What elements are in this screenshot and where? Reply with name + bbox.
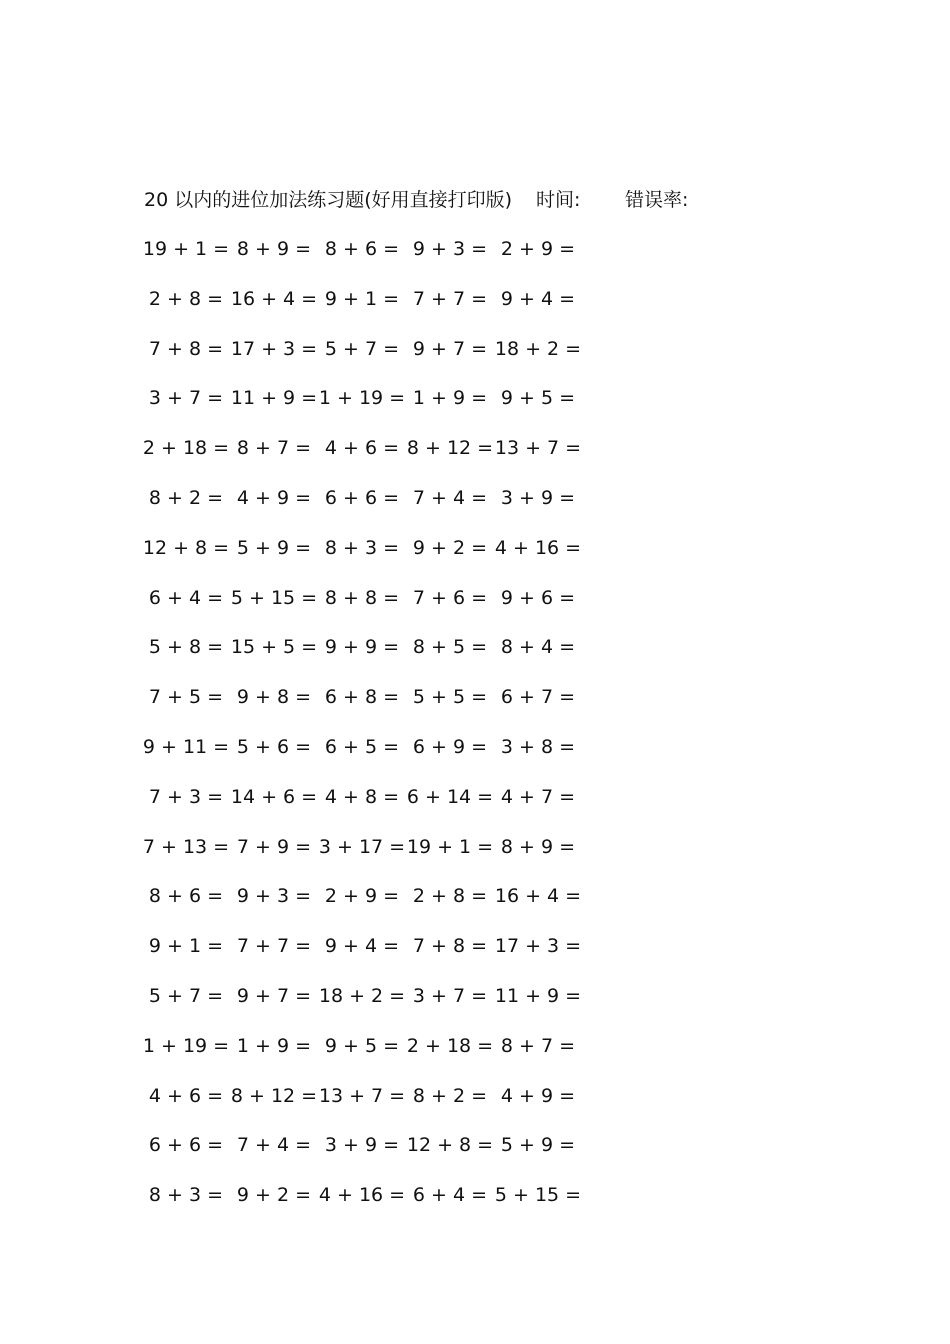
addition-problem: 5 + 15 = bbox=[230, 586, 318, 609]
addition-problem: 8 + 8 = bbox=[324, 586, 400, 609]
addition-problem: 12 + 8 = bbox=[406, 1134, 494, 1157]
addition-problem: 5 + 9 = bbox=[500, 1134, 576, 1157]
addition-problem: 8 + 12 = bbox=[406, 437, 494, 460]
addition-problem: 4 + 6 = bbox=[148, 1084, 224, 1107]
addition-problem: 11 + 9 = bbox=[494, 984, 582, 1007]
addition-problem: 5 + 9 = bbox=[236, 536, 312, 559]
addition-problem: 8 + 4 = bbox=[500, 636, 576, 659]
addition-problem: 8 + 7 = bbox=[500, 1034, 576, 1057]
addition-problem: 1 + 19 = bbox=[318, 387, 406, 410]
problem-row bbox=[142, 684, 592, 734]
addition-problem: 7 + 13 = bbox=[142, 835, 230, 858]
addition-problem: 9 + 11 = bbox=[142, 735, 230, 758]
addition-problem: 12 + 8 = bbox=[142, 536, 230, 559]
addition-problem: 5 + 15 = bbox=[494, 1184, 582, 1207]
addition-problem: 13 + 7 = bbox=[318, 1084, 406, 1107]
addition-problem: 2 + 9 = bbox=[324, 885, 400, 908]
addition-problem: 6 + 4 = bbox=[412, 1184, 488, 1207]
addition-problem: 7 + 6 = bbox=[412, 586, 488, 609]
addition-problem: 4 + 16 = bbox=[318, 1184, 406, 1207]
addition-problem: 6 + 6 = bbox=[148, 1134, 224, 1157]
addition-problem: 11 + 9 = bbox=[230, 387, 318, 410]
problem-row bbox=[142, 883, 592, 933]
problem-grid bbox=[142, 236, 592, 1232]
addition-problem: 9 + 3 = bbox=[236, 885, 312, 908]
addition-problem: 9 + 2 = bbox=[236, 1184, 312, 1207]
addition-problem: 7 + 5 = bbox=[148, 686, 224, 709]
addition-problem: 7 + 4 = bbox=[236, 1134, 312, 1157]
addition-problem: 7 + 8 = bbox=[148, 337, 224, 360]
worksheet-title: 20 以内的进位加法练习题(好用直接打印版) bbox=[144, 189, 513, 211]
problem-row bbox=[142, 385, 592, 435]
addition-problem: 1 + 9 = bbox=[412, 387, 488, 410]
addition-problem: 2 + 9 = bbox=[500, 238, 576, 260]
addition-problem: 9 + 8 = bbox=[236, 686, 312, 709]
addition-problem: 5 + 7 = bbox=[148, 984, 224, 1007]
addition-problem: 8 + 3 = bbox=[324, 536, 400, 559]
addition-problem: 8 + 9 = bbox=[236, 238, 312, 260]
problem-row bbox=[142, 983, 592, 1033]
addition-problem: 8 + 2 = bbox=[412, 1084, 488, 1107]
addition-problem: 9 + 7 = bbox=[412, 337, 488, 360]
addition-problem: 16 + 4 = bbox=[494, 885, 582, 908]
addition-problem: 9 + 4 = bbox=[500, 287, 576, 310]
addition-problem: 9 + 1 = bbox=[148, 935, 224, 958]
addition-problem: 6 + 6 = bbox=[324, 486, 400, 509]
addition-problem: 8 + 12 = bbox=[230, 1084, 318, 1107]
addition-problem: 19 + 1 = bbox=[142, 238, 230, 260]
addition-problem: 15 + 5 = bbox=[230, 636, 318, 659]
addition-problem: 8 + 9 = bbox=[500, 835, 576, 858]
addition-problem: 9 + 6 = bbox=[500, 586, 576, 609]
addition-problem: 7 + 7 = bbox=[236, 935, 312, 958]
addition-problem: 13 + 7 = bbox=[494, 437, 582, 460]
addition-problem: 9 + 3 = bbox=[412, 238, 488, 260]
addition-problem: 7 + 7 = bbox=[412, 287, 488, 310]
addition-problem: 9 + 1 = bbox=[324, 287, 400, 310]
addition-problem: 5 + 7 = bbox=[324, 337, 400, 360]
addition-problem: 9 + 7 = bbox=[236, 984, 312, 1007]
problem-row bbox=[142, 784, 592, 834]
addition-problem: 3 + 7 = bbox=[148, 387, 224, 410]
addition-problem: 4 + 16 = bbox=[494, 536, 582, 559]
addition-problem: 3 + 8 = bbox=[500, 735, 576, 758]
addition-problem: 6 + 7 = bbox=[500, 686, 576, 709]
addition-problem: 4 + 8 = bbox=[324, 785, 400, 808]
addition-problem: 9 + 5 = bbox=[324, 1034, 400, 1057]
addition-problem: 6 + 4 = bbox=[148, 586, 224, 609]
problem-row bbox=[142, 336, 592, 386]
problem-row bbox=[142, 485, 592, 535]
addition-problem: 17 + 3 = bbox=[230, 337, 318, 360]
addition-problem: 4 + 6 = bbox=[324, 437, 400, 460]
problem-row bbox=[142, 435, 592, 485]
problem-row bbox=[142, 634, 592, 684]
addition-problem: 2 + 18 = bbox=[406, 1034, 494, 1057]
addition-problem: 6 + 5 = bbox=[324, 735, 400, 758]
addition-problem: 8 + 5 = bbox=[412, 636, 488, 659]
addition-problem: 3 + 7 = bbox=[412, 984, 488, 1007]
problem-row bbox=[142, 1132, 592, 1182]
problem-row bbox=[142, 834, 592, 884]
addition-problem: 8 + 3 = bbox=[148, 1184, 224, 1207]
addition-problem: 4 + 9 = bbox=[236, 486, 312, 509]
addition-problem: 9 + 2 = bbox=[412, 536, 488, 559]
addition-problem: 5 + 8 = bbox=[148, 636, 224, 659]
addition-problem: 7 + 8 = bbox=[412, 935, 488, 958]
addition-problem: 8 + 6 = bbox=[148, 885, 224, 908]
addition-problem: 2 + 18 = bbox=[142, 437, 230, 460]
addition-problem: 7 + 4 = bbox=[412, 486, 488, 509]
addition-problem: 1 + 9 = bbox=[236, 1034, 312, 1057]
addition-problem: 6 + 9 = bbox=[412, 735, 488, 758]
addition-problem: 16 + 4 = bbox=[230, 287, 318, 310]
addition-problem: 8 + 7 = bbox=[236, 437, 312, 460]
addition-problem: 5 + 5 = bbox=[412, 686, 488, 709]
problem-row bbox=[142, 236, 592, 286]
problem-row bbox=[142, 1083, 592, 1133]
addition-problem: 19 + 1 = bbox=[406, 835, 494, 858]
problem-row bbox=[142, 1033, 592, 1083]
problem-row bbox=[142, 734, 592, 784]
addition-problem: 3 + 9 = bbox=[324, 1134, 400, 1157]
addition-problem: 17 + 3 = bbox=[494, 935, 582, 958]
addition-problem: 4 + 7 = bbox=[500, 785, 576, 808]
problem-row bbox=[142, 585, 592, 635]
addition-problem: 3 + 17 = bbox=[318, 835, 406, 858]
addition-problem: 9 + 5 = bbox=[500, 387, 576, 410]
time-label: 时间: bbox=[536, 189, 581, 211]
addition-problem: 3 + 9 = bbox=[500, 486, 576, 509]
problem-row bbox=[142, 1182, 592, 1232]
problem-row bbox=[142, 286, 592, 336]
addition-problem: 5 + 6 = bbox=[236, 735, 312, 758]
addition-problem: 4 + 9 = bbox=[500, 1084, 576, 1107]
addition-problem: 8 + 6 = bbox=[324, 238, 400, 260]
addition-problem: 2 + 8 = bbox=[412, 885, 488, 908]
addition-problem: 9 + 4 = bbox=[324, 935, 400, 958]
addition-problem: 7 + 3 = bbox=[148, 785, 224, 808]
problem-row bbox=[142, 933, 592, 983]
addition-problem: 1 + 19 = bbox=[142, 1034, 230, 1057]
problem-row bbox=[142, 535, 592, 585]
addition-problem: 18 + 2 = bbox=[494, 337, 582, 360]
addition-problem: 8 + 2 = bbox=[148, 486, 224, 509]
addition-problem: 14 + 6 = bbox=[230, 785, 318, 808]
addition-problem: 9 + 9 = bbox=[324, 636, 400, 659]
addition-problem: 2 + 8 = bbox=[148, 287, 224, 310]
addition-problem: 6 + 14 = bbox=[406, 785, 494, 808]
addition-problem: 6 + 8 = bbox=[324, 686, 400, 709]
addition-problem: 18 + 2 = bbox=[318, 984, 406, 1007]
addition-problem: 7 + 9 = bbox=[236, 835, 312, 858]
error-rate-label: 错误率: bbox=[625, 189, 689, 211]
